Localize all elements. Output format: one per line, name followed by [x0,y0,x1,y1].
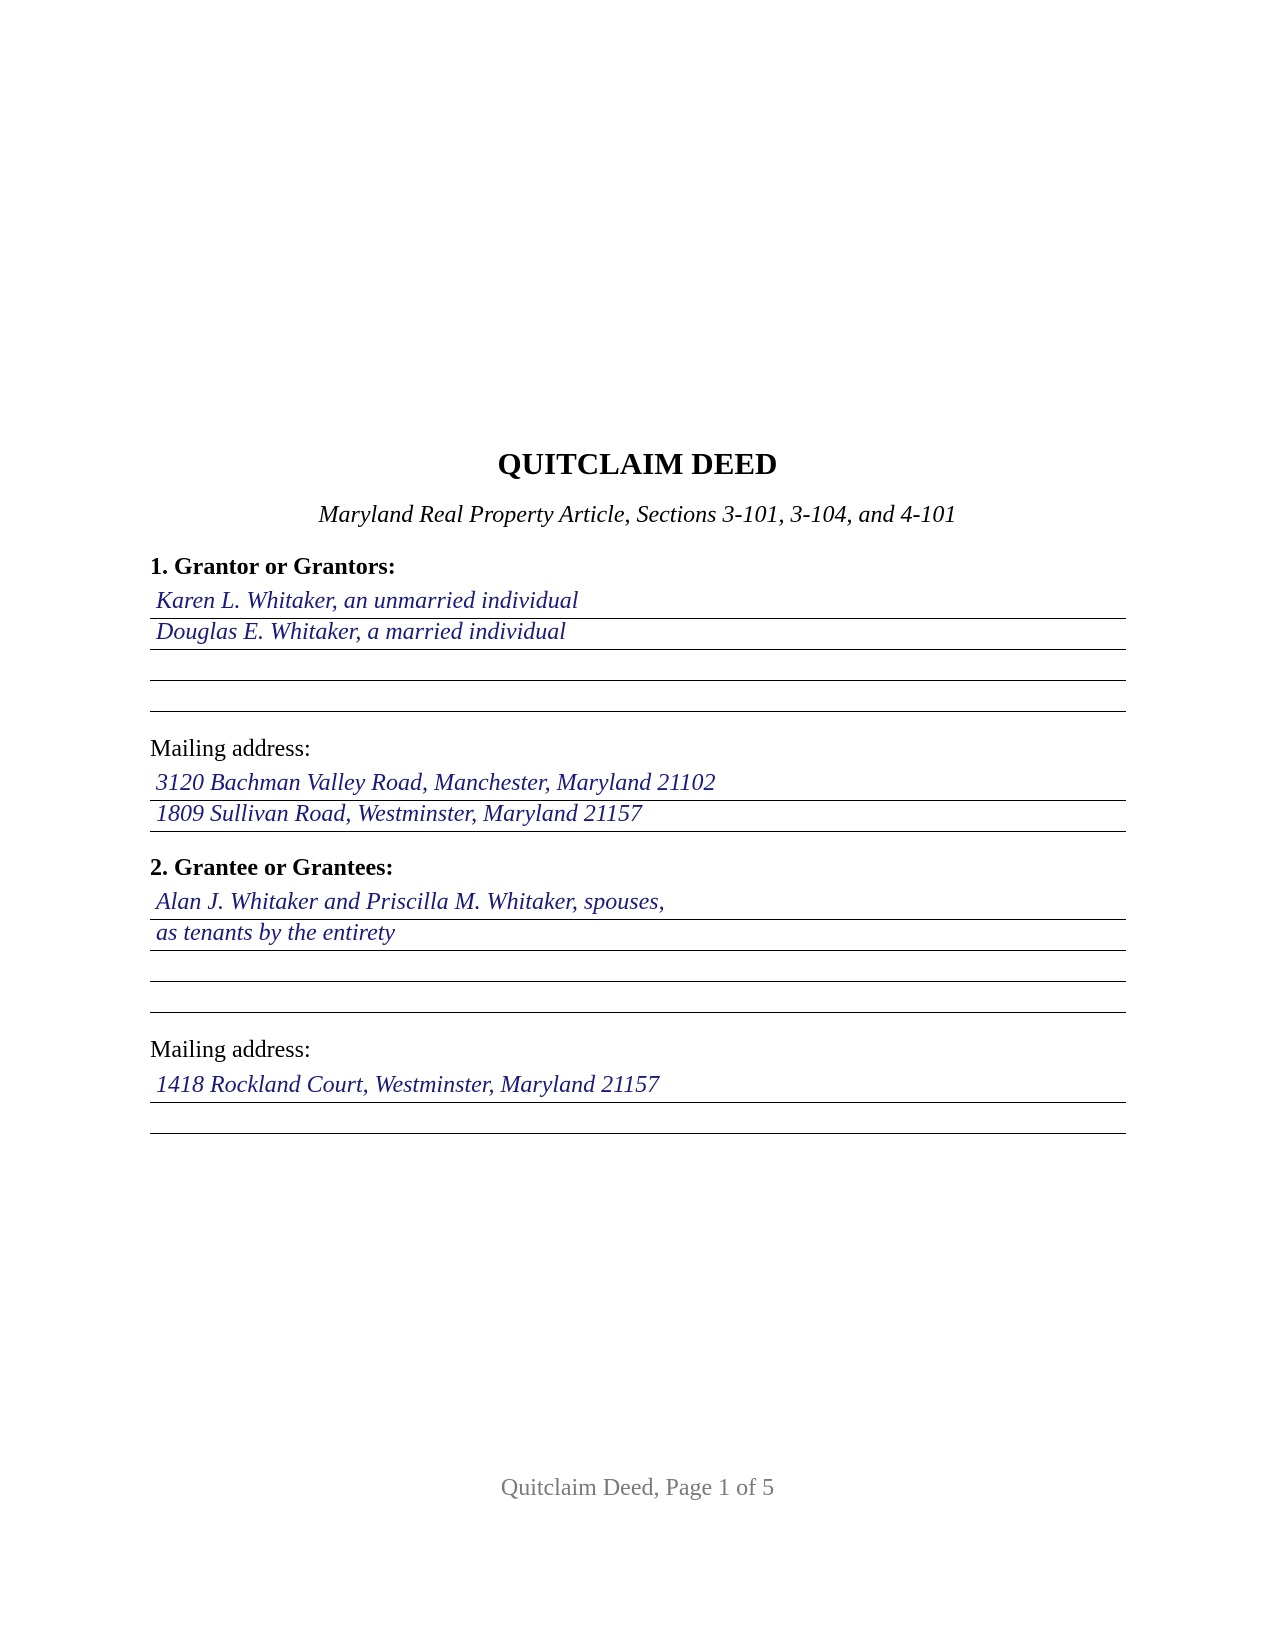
grantee-heading: 2. Grantee or Grantees: [150,855,394,881]
page-footer: Quitclaim Deed, Page 1 of 5 [500,1475,775,1501]
grantee-mailing-line-2 [150,1103,1126,1134]
grantor-mailing-label: Mailing address: [150,736,311,762]
grantee-line-3 [150,951,1126,982]
grantee-line-2-text: as tenants by the entirety [156,920,396,946]
grantee-line-1-text: Alan J. Whitaker and Priscilla M. Whitaker, spouses, [156,889,665,915]
grantee-line-4 [150,982,1126,1013]
grantee-line-1 [150,889,1126,920]
grantor-mailing-line-1-text: 3120 Bachman Valley Road, Manchester, Maryland 21102 [156,770,716,796]
grantor-heading: 1. Grantor or Grantors: [150,554,396,580]
grantor-line-2-text: Douglas E. Whitaker, a married individual [156,619,566,645]
grantor-line-1 [150,588,1126,619]
grantee-line-2 [150,920,1126,951]
grantor-mailing-line-2-text: 1809 Sullivan Road, Westminster, Maryland 21157 [156,801,642,827]
document-title: QUITCLAIM DEED [497,446,778,481]
document-subtitle: Maryland Real Property Article, Sections 3-101, 3-104, and 4-101 [318,502,957,528]
grantor-line-3 [150,650,1126,681]
grantee-mailing-label: Mailing address: [150,1037,311,1063]
grantee-mailing-line-1-text: 1418 Rockland Court, Westminster, Maryland 21157 [156,1072,660,1098]
grantor-line-1-text: Karen L. Whitaker, an unmarried individual [156,588,579,614]
grantor-line-4 [150,681,1126,712]
grantee-mailing-line-1 [150,1072,1126,1103]
grantor-mailing-line-1 [150,770,1126,801]
grantor-mailing-line-2 [150,801,1126,832]
grantor-line-2 [150,619,1126,650]
